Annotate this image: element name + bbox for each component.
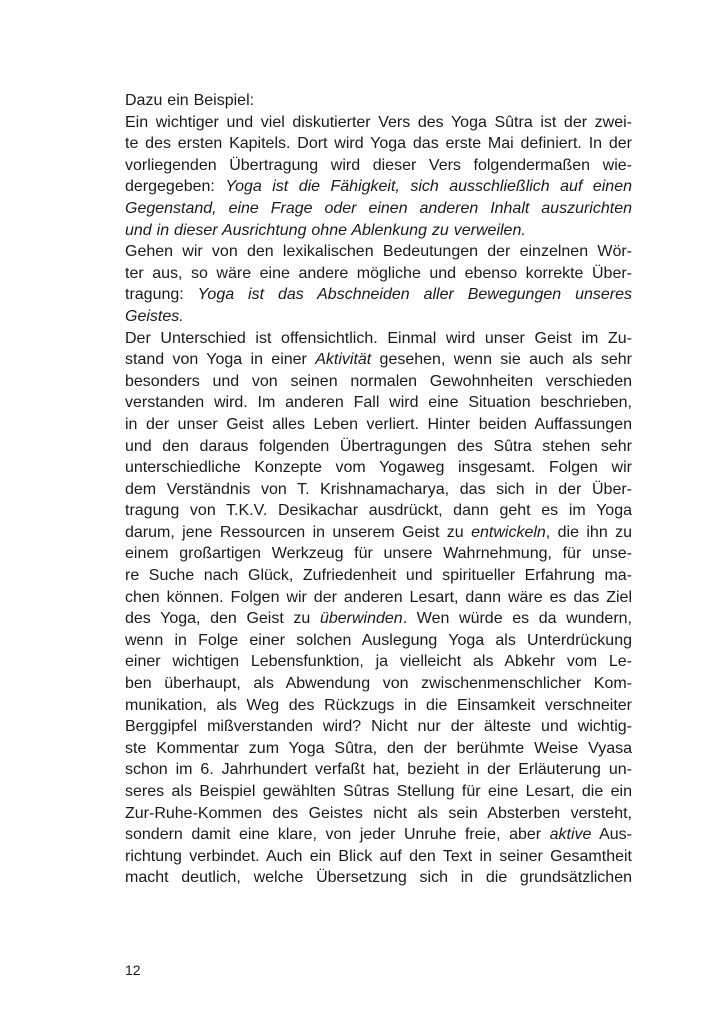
text-run: darum, jene Ressourcen in unserem Geist zu [125, 523, 472, 541]
text-run: , die ihn zu [545, 523, 633, 541]
italic-text: Yoga ist die Fähigkeit, sich ausschließlich auf einen [225, 178, 632, 196]
text-line [125, 457, 632, 479]
italic-text: entwickeln [471, 523, 546, 541]
text-run: te des ersten Kapitels. Dort wird Yoga das erste Mai definiert. In der [125, 135, 632, 153]
text-line [125, 630, 632, 652]
text-run: macht deutlich, welche Übersetzung sich in die grundsätzlichen [125, 869, 632, 887]
text-run: ste Kommentar zum Yoga Sûtra, den der berühmte Weise Vyasa [125, 739, 632, 757]
text-line [125, 695, 632, 717]
text-run: einer wichtigen Lebensfunktion, ja vielleicht als Abkehr vom Le- [125, 653, 632, 671]
text-line [125, 587, 632, 609]
page-number: 12 [125, 962, 141, 978]
text-run: vorliegenden Übertragung wird dieser Vers folgendermaßen wie- [125, 156, 632, 174]
text-run: Aus- [591, 826, 632, 844]
text-run: schon im 6. Jahrhundert verfaßt hat, bezieht in der Erläuterung un- [125, 761, 632, 779]
text-run: sondern damit eine klare, von jeder Unruhe freie, aber [125, 826, 550, 844]
text-line [125, 176, 632, 198]
text-line [125, 263, 632, 285]
text-line [125, 781, 632, 803]
text-line [125, 479, 632, 501]
text-run: Der Unterschied ist offensichtlich. Einmal wird unser Geist im Zu- [125, 329, 632, 347]
text-run: des Yoga, den Geist zu [125, 610, 320, 628]
text-line [125, 284, 632, 306]
text-line [125, 824, 632, 846]
text-line [125, 328, 632, 350]
text-line [125, 651, 632, 673]
text-line [125, 349, 632, 371]
text-run: Berggipfel mißverstanden wird? Nicht nur der älteste und wichtig- [125, 718, 632, 736]
text-line [125, 371, 632, 393]
italic-text: aktive [549, 826, 592, 844]
text-line [125, 414, 632, 436]
text-line [125, 500, 632, 522]
italic-text: Yoga ist das Abschneiden aller Bewegungen unseres [197, 286, 632, 304]
text-run: re Suche nach Glück, Zufriedenheit und spiritueller Erfahrung ma- [125, 567, 632, 585]
text-run: wenn in Folge einer solchen Auslegung Yoga als Unterdrückung [125, 631, 632, 649]
text-line [125, 846, 632, 868]
text-line [125, 716, 632, 738]
text-line [125, 673, 632, 695]
text-line [125, 90, 632, 112]
text-line [125, 133, 632, 155]
text-line [125, 112, 632, 134]
text-run: tragung von T.K.V. Desikachar ausdrückt, dann geht es im Yoga [125, 502, 632, 520]
text-run: und den daraus folgenden Übertragungen des Sûtra stehen sehr [125, 437, 632, 455]
text-line [125, 392, 632, 414]
text-run: dergegeben: [125, 178, 226, 196]
text-line [125, 803, 632, 825]
text-line [125, 759, 632, 781]
text-run: richtung verbindet. Auch ein Blick auf den Text in seiner Gesamtheit [125, 847, 632, 865]
body-text [125, 90, 632, 889]
italic-text: überwinden [319, 610, 403, 628]
text-run: ter aus, so wäre eine andere mögliche und ebenso korrekte Über- [125, 264, 632, 282]
italic-text: Geistes. [125, 307, 184, 325]
text-run: Zur-Ruhe-Kommen des Geistes nicht als sein Absterben versteht, [125, 804, 632, 822]
text-run: seres als Beispiel gewählten Sûtras Stellung für eine Lesart, die ein [125, 783, 632, 800]
text-run: besonders und von seinen normalen Gewohnheiten verschieden [125, 372, 632, 390]
text-line [125, 738, 632, 760]
text-run: tragung: [125, 286, 198, 304]
text-line [125, 565, 632, 587]
text-run: . Wen würde es da wundern, [402, 610, 632, 628]
text-line [125, 436, 632, 458]
italic-text: und in dieser Ausrichtung ohne Ablenkung zu verweilen. [125, 221, 526, 239]
text-line [125, 867, 632, 889]
text-run: stand von Yoga in einer [125, 351, 316, 369]
text-line [125, 543, 632, 565]
text-run: Dazu ein Beispiel: [125, 92, 255, 109]
text-run: unterschiedliche Konzepte vom Yogaweg insgesamt. Folgen wir [125, 459, 632, 477]
text-run: Gehen wir von den lexikalischen Bedeutungen der einzelnen Wör- [125, 243, 632, 261]
text-line [125, 306, 632, 328]
text-line [125, 608, 632, 630]
text-line [125, 220, 632, 242]
italic-text: Gegenstand, eine Frage oder einen anderen Inhalt auszurichten [125, 199, 632, 217]
text-line [125, 155, 632, 177]
text-run: dem Verständnis von T. Krishnamacharya, das sich in der Über- [125, 480, 632, 498]
text-run: verstanden wird. Im anderen Fall wird eine Situation beschrieben, [125, 394, 632, 412]
text-run: Ein wichtiger und viel diskutierter Vers des Yoga Sûtra ist der zwei- [125, 113, 632, 131]
italic-text: Aktivität [315, 351, 372, 369]
text-run: ben überhaupt, als Abwendung von zwischenmenschlicher Kom- [125, 675, 632, 693]
text-run: in der unser Geist alles Leben verliert. Hinter beiden Auffassungen [125, 415, 632, 433]
text-line [125, 198, 632, 220]
text-line [125, 522, 632, 544]
text-run: chen können. Folgen wir der anderen Lesart, dann wäre es das Ziel [125, 588, 632, 606]
text-run: einem großartigen Werkzeug für unsere Wahrnehmung, für unse- [125, 545, 632, 563]
text-run: gesehen, wenn sie auch als sehr [371, 351, 633, 369]
text-run: munikation, als Weg des Rückzugs in die Einsamkeit verschneiter [125, 696, 632, 714]
text-line [125, 241, 632, 263]
